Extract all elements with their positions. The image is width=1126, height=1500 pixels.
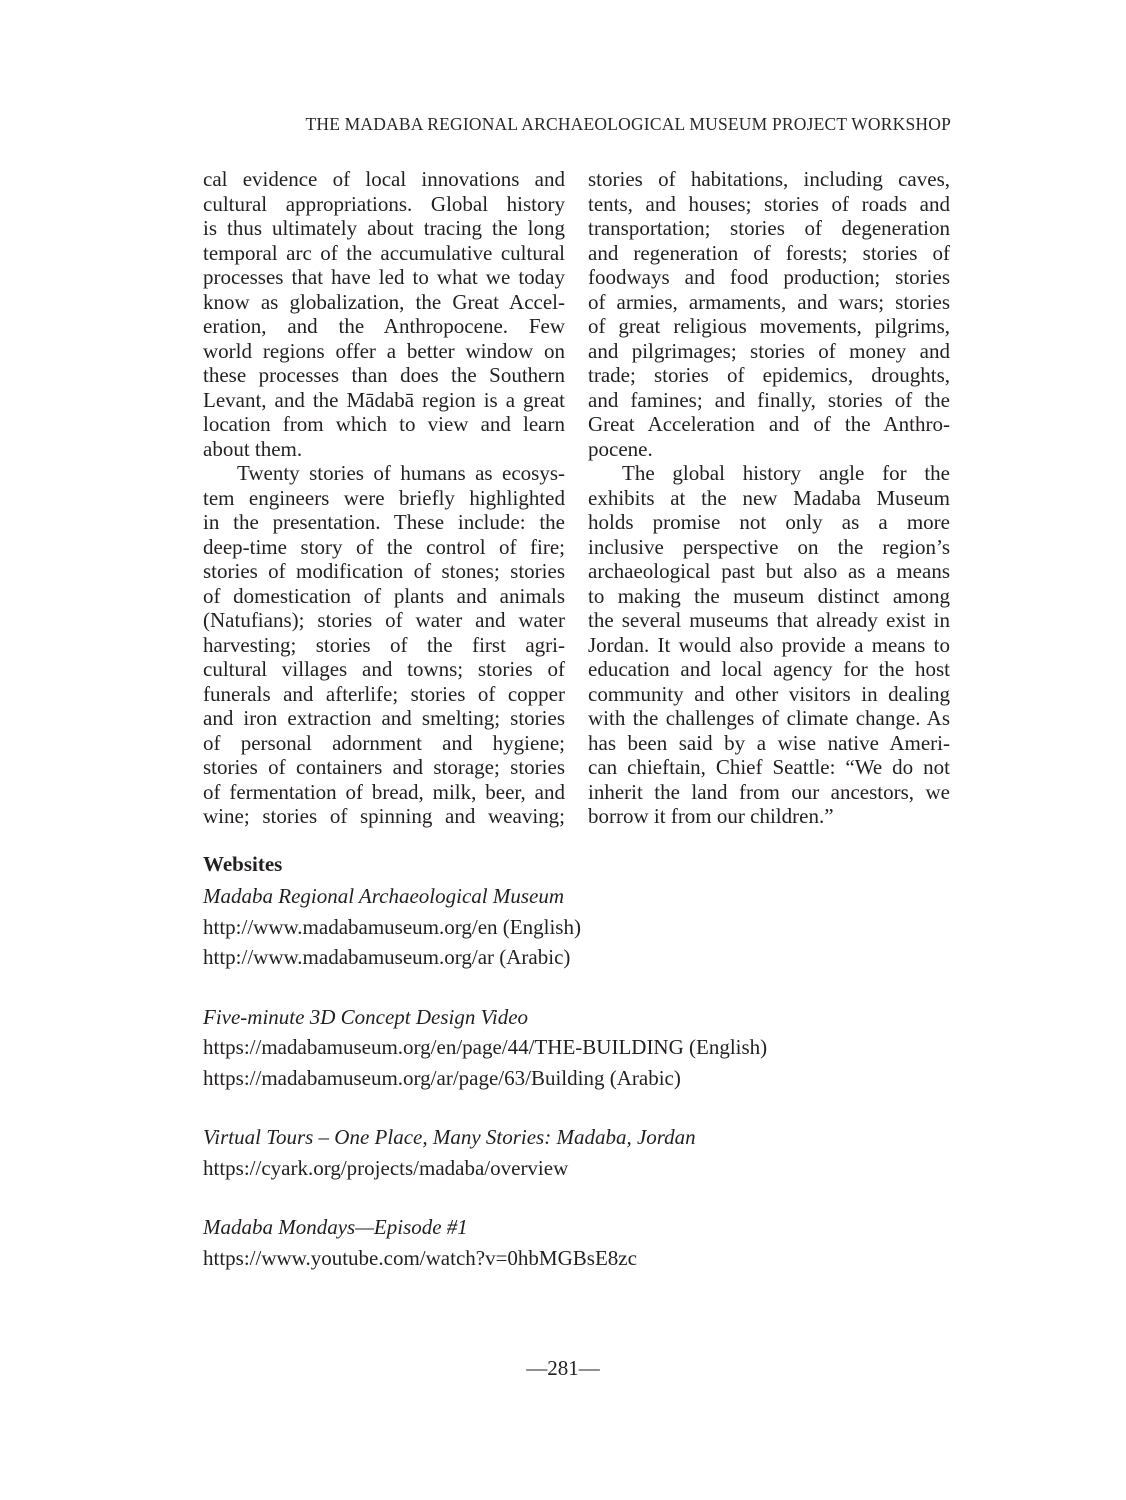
text-line: these processes than does the Southern bbox=[203, 363, 565, 387]
text-line: of armies, armaments, and wars; stories bbox=[588, 289, 950, 314]
left-column bbox=[203, 167, 565, 829]
website-link[interactable]: https://madabamuseum.org/en/page/44/THE-BUILDING (English) bbox=[203, 1035, 768, 1059]
text-line: know as globalization, the Great Accel- bbox=[203, 289, 565, 314]
text-line: cultural villages and towns; stories of bbox=[203, 657, 565, 681]
text-line: stories of modification of stones; stories bbox=[203, 559, 565, 583]
text-line: of domestication of plants and animals bbox=[203, 583, 565, 608]
text-line: of great religious movements, pilgrims, bbox=[588, 314, 950, 338]
text-line: and famines; and finally, stories of the bbox=[588, 387, 950, 412]
text-line: cal evidence of local innovations and bbox=[203, 167, 565, 191]
left-paragraph-2 bbox=[203, 461, 565, 829]
text-line: about them. bbox=[203, 436, 303, 461]
text-line: pocene. bbox=[588, 436, 653, 461]
text-line: holds promise not only as a more bbox=[588, 510, 950, 534]
website-link[interactable]: https://cyark.org/projects/madaba/overview bbox=[203, 1155, 569, 1180]
text-line: stories of habitations, including caves, bbox=[588, 167, 950, 191]
text-line: is thus ultimately about tracing the long bbox=[203, 216, 565, 240]
text-line: transportation; stories of degeneration bbox=[588, 216, 950, 240]
text-line: temporal arc of the accumulative cultural bbox=[203, 240, 565, 265]
text-line: processes that have led to what we today bbox=[203, 265, 565, 289]
website-entry bbox=[203, 1002, 963, 1094]
text-line: wine; stories of spinning and weaving; bbox=[203, 804, 565, 828]
text-line: The global history angle for the bbox=[622, 461, 950, 485]
text-line: tents, and houses; stories of roads and bbox=[588, 191, 950, 216]
website-entry bbox=[203, 1212, 963, 1273]
text-line: Jordan. It would also provide a means to bbox=[588, 632, 950, 657]
website-link[interactable]: https://madabamuseum.org/ar/page/63/Building (Arabic) bbox=[203, 1065, 681, 1090]
text-line: can chieftain, Chief Seattle: “We do not bbox=[588, 755, 950, 779]
text-line: Great Acceleration and of the Anthro- bbox=[588, 412, 950, 436]
text-line: trade; stories of epidemics, droughts, bbox=[588, 363, 950, 387]
text-line: stories of containers and storage; stories bbox=[203, 755, 565, 779]
text-line: location from which to view and learn bbox=[203, 412, 565, 436]
website-title: Madaba Regional Archaeological Museum bbox=[203, 884, 565, 908]
website-entry bbox=[203, 881, 963, 973]
text-line: of fermentation of bread, milk, beer, and bbox=[203, 779, 565, 804]
website-entry bbox=[203, 1122, 963, 1183]
text-line: world regions offer a better window on bbox=[203, 338, 565, 363]
text-line: of personal adornment and hygiene; bbox=[203, 730, 565, 755]
right-column bbox=[588, 167, 950, 829]
text-line: and pilgrimages; stories of money and bbox=[588, 338, 950, 363]
text-line: has been said by a wise native Ameri- bbox=[588, 730, 950, 755]
website-link[interactable]: http://www.madabamuseum.org/ar (Arabic) bbox=[203, 945, 571, 969]
text-line: with the challenges of climate change. As bbox=[588, 706, 950, 730]
text-line: Levant, and the Mādabā region is a great bbox=[203, 387, 565, 412]
website-title: Madaba Mondays—Episode #1 bbox=[203, 1215, 468, 1239]
text-line: tem engineers were briefly highlighted bbox=[203, 485, 565, 510]
websites-section bbox=[203, 850, 963, 1302]
text-line: inherit the land from our ancestors, we bbox=[588, 779, 950, 804]
website-title: Virtual Tours – One Place, Many Stories: Madaba, Jordan bbox=[203, 1125, 696, 1149]
running-head: THE MADABA REGIONAL ARCHAEOLOGICAL MUSEUM PROJECT WORKSHOP bbox=[305, 114, 951, 134]
text-line: community and other visitors in dealing bbox=[588, 681, 950, 706]
text-line: borrow it from our children.” bbox=[588, 804, 834, 828]
website-link[interactable]: https://www.youtube.com/watch?v=0hbMGBsE8zc bbox=[203, 1245, 637, 1270]
text-line: Twenty stories of humans as ecosys- bbox=[237, 461, 565, 485]
text-line: funerals and afterlife; stories of copper bbox=[203, 681, 565, 706]
page-number: —281— bbox=[526, 1356, 600, 1380]
text-line: (Natufians); stories of water and water bbox=[203, 608, 565, 632]
right-paragraph-2 bbox=[588, 461, 950, 829]
text-line: to making the museum distinct among bbox=[588, 583, 950, 608]
text-line: the several museums that already exist in bbox=[588, 608, 950, 632]
text-line: and iron extraction and smelting; stories bbox=[203, 706, 565, 730]
text-line: foodways and food production; stories bbox=[588, 265, 950, 289]
text-line: education and local agency for the host bbox=[588, 657, 950, 681]
text-line: archaeological past but also as a means bbox=[588, 559, 950, 583]
websites-heading: Websites bbox=[203, 852, 283, 876]
website-title: Five-minute 3D Concept Design Video bbox=[203, 1004, 529, 1029]
right-paragraph-1 bbox=[588, 167, 950, 461]
text-line: in the presentation. These include: the bbox=[203, 510, 565, 534]
website-link[interactable]: http://www.madabamuseum.org/en (English) bbox=[203, 914, 581, 939]
text-line: exhibits at the new Madaba Museum bbox=[588, 485, 950, 510]
text-line: cultural appropriations. Global history bbox=[203, 191, 565, 216]
text-line: eration, and the Anthropocene. Few bbox=[203, 314, 565, 338]
left-paragraph-1 bbox=[203, 167, 565, 461]
text-line: harvesting; stories of the first agri- bbox=[203, 632, 565, 657]
text-line: deep-time story of the control of fire; bbox=[203, 534, 565, 559]
text-line: inclusive perspective on the region’s bbox=[588, 534, 950, 559]
text-line: and regeneration of forests; stories of bbox=[588, 240, 950, 265]
